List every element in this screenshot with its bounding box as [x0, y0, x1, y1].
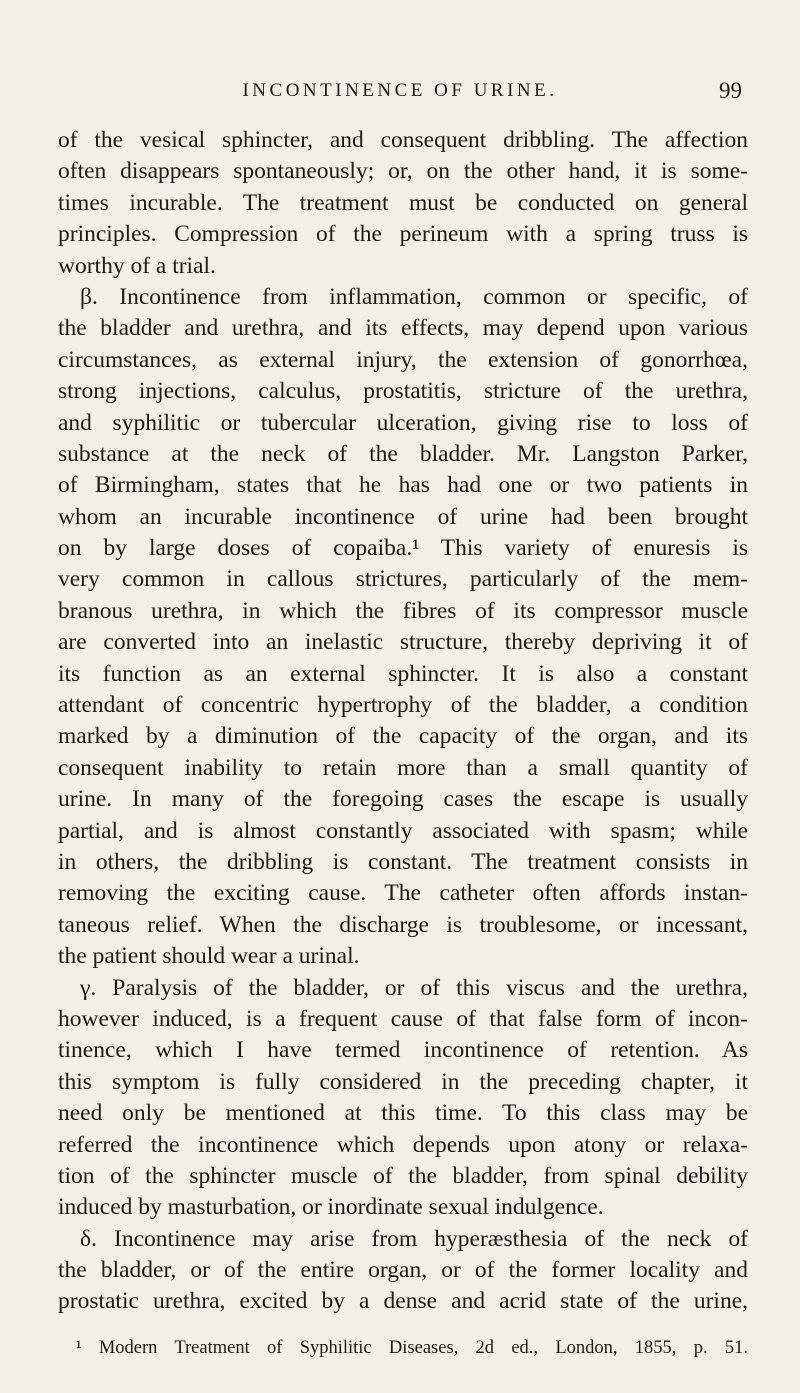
text-line: removing the exciting cause. The catheter often affords instan- [58, 880, 748, 907]
text-line: taneous relief. When the discharge is troublesome, or incessant, [58, 911, 748, 938]
body-text [58, 125, 748, 1318]
text-line: partial, and is almost constantly associated with spasm; while [58, 817, 748, 844]
text-line: principles. Compression of the perineum with a spring truss is [58, 221, 748, 248]
text-line: consequent inability to retain more than a small quantity of [58, 754, 748, 781]
text-line: strong injections, calculus, prostatitis, stricture of the urethra, [58, 378, 748, 405]
text-line: on by large doses of copaiba.¹ This variety of enuresis is [58, 535, 748, 562]
text-line: its function as an external sphincter. It is also a constant [58, 660, 748, 687]
text-line: urine. In many of the foregoing cases the escape is usually [58, 786, 748, 813]
text-line: the bladder, or of the entire organ, or of the former locality and [58, 1257, 748, 1284]
text-line: marked by a diminution of the capacity of the organ, and its [58, 723, 748, 750]
text-line: tinence, which I have termed incontinence of retention. As [58, 1037, 748, 1064]
text-line: the bladder and urethra, and its effects, may depend upon various [58, 315, 748, 342]
text-line: times incurable. The treatment must be conducted on general [58, 189, 748, 216]
text-line: substance at the neck of the bladder. Mr. Langston Parker, [58, 440, 748, 467]
text-line: of the vesical sphincter, and consequent dribbling. The affection [58, 127, 748, 153]
text-line: γ. Paralysis of the bladder, or of this viscus and the urethra, [80, 974, 748, 1001]
text-line: this symptom is fully considered in the preceding chapter, it [58, 1068, 748, 1095]
text-line: prostatic urethra, excited by a dense and acrid state of the urine, [58, 1288, 748, 1315]
text-line: the patient should wear a urinal. [58, 943, 360, 970]
text-line: in others, the dribbling is constant. The treatment consists in [58, 848, 748, 875]
page-header [0, 80, 800, 114]
text-line: need only be mentioned at this time. To this class may be [58, 1100, 748, 1127]
text-line: worthy of a trial. [58, 252, 216, 279]
text-line: whom an incurable incontinence of urine had been brought [58, 503, 748, 530]
page-number: 99 [719, 78, 742, 103]
text-line: referred the incontinence which depends upon atony or relaxa- [58, 1131, 748, 1158]
text-line: of Birmingham, states that he has had one or two patients in [58, 472, 748, 499]
text-line: very common in callous strictures, particularly of the mem- [58, 566, 748, 593]
text-line: however induced, is a frequent cause of that false form of incon- [58, 1005, 748, 1032]
text-line: δ. Incontinence may arise from hyperæsthesia of the neck of [80, 1225, 748, 1252]
text-line: attendant of concentric hypertrophy of the bladder, a condition [58, 692, 748, 719]
text-line: β. Incontinence from inflammation, common or specific, of [80, 283, 748, 310]
running-title: INCONTINENCE OF URINE. [242, 80, 558, 101]
text-line: circumstances, as external injury, the extension of gonorrhœa, [58, 346, 748, 373]
text-line: often disappears spontaneously; or, on the other hand, it is some- [58, 158, 748, 185]
text-line: induced by masturbation, or inordinate sexual indulgence. [58, 1194, 604, 1221]
text-line: tion of the sphincter muscle of the bladder, from spinal debility [58, 1162, 748, 1189]
footnote: ¹ Modern Treatment of Syphilitic Diseases, 2d ed., London, 1855, p. 51. [76, 1338, 748, 1358]
text-line: branous urethra, in which the fibres of its compressor muscle [58, 597, 748, 624]
text-line: and syphilitic or tubercular ulceration, giving rise to loss of [58, 409, 748, 436]
text-line: are converted into an inelastic structure, thereby depriving it of [58, 629, 748, 656]
